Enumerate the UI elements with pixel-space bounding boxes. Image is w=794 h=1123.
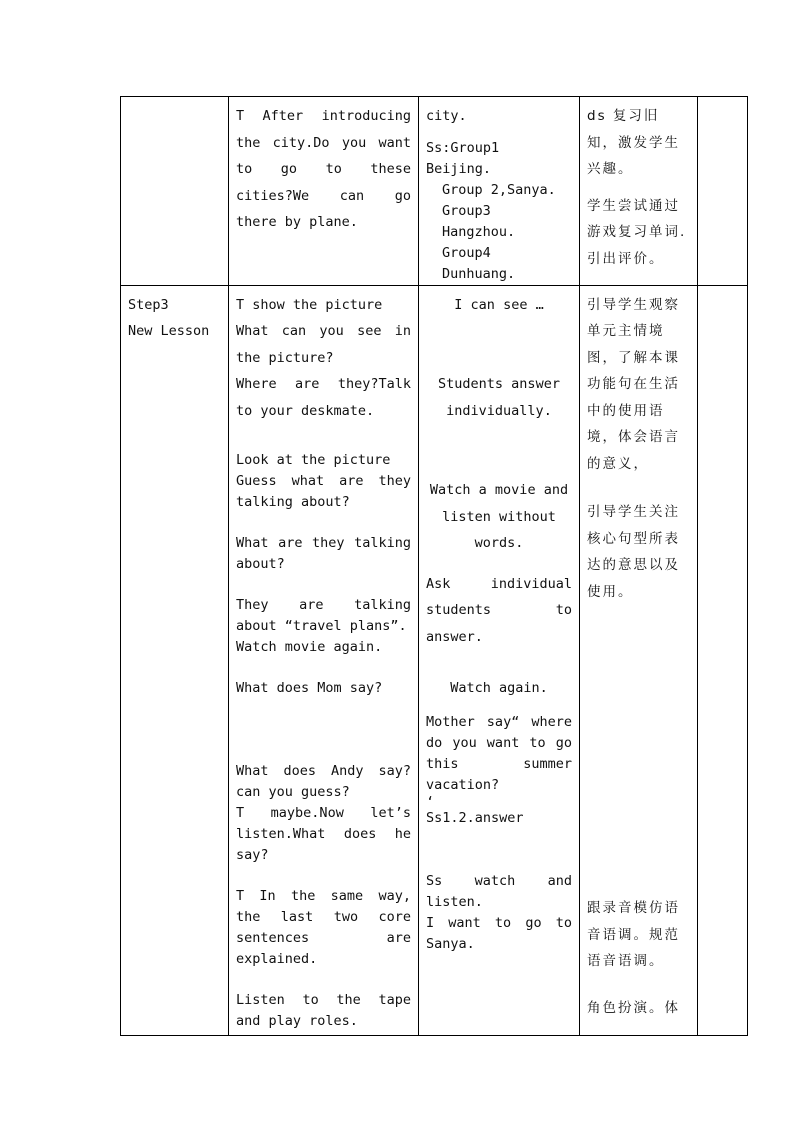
teacher-text: T After introducing the city.Do you want to go to these cities?We can go there by plane. (236, 108, 411, 230)
table-row (121, 285, 748, 1035)
purpose-cell (580, 285, 698, 1035)
purpose-text: ds 复习旧知，激发学生兴趣。 (587, 108, 680, 177)
notes-cell (698, 97, 748, 286)
student-activity-cell (419, 97, 580, 286)
teacher-text: Look at the picture (236, 452, 391, 468)
student-text: Ss1.2.answer (426, 809, 524, 826)
group-line: Ss:Group1 Beijing. (426, 139, 500, 177)
table-row (121, 97, 748, 286)
student-text: I want to go to Sanya. (426, 914, 572, 952)
purpose-cell (580, 97, 698, 286)
purpose-text: 引导学生关注核心句型所表达的意思以及使用。 (587, 504, 680, 600)
teacher-text: Guess what are they talking about? (236, 473, 411, 510)
teacher-text: T show the picture (236, 296, 383, 313)
group-line: Group 2,Sanya. (442, 181, 556, 198)
step-label: Step3 (128, 296, 169, 313)
stage-label: New Lesson (128, 323, 210, 339)
student-text: I can see … (454, 296, 544, 313)
student-text: Ss watch and listen. (426, 872, 572, 910)
student-text: Watch a movie and listen without words. (429, 482, 569, 551)
teacher-activity-cell (229, 97, 419, 286)
teacher-text: What can you see in the picture? (236, 323, 411, 366)
purpose-text: 角色扮演。体 (587, 999, 680, 1016)
step-cell (121, 285, 229, 1035)
teacher-text: T In the same way, the last two core sentences are explained. (236, 888, 411, 967)
notes-cell (698, 285, 748, 1035)
student-text: ‘ (426, 793, 435, 810)
student-text: Watch again. (450, 680, 548, 696)
teacher-text: What does Mom say? (236, 680, 383, 696)
lesson-plan-table (120, 96, 748, 1036)
group-line: Group3 Hangzhou. (442, 202, 516, 240)
student-activity-cell (419, 285, 580, 1035)
group-line: Group4 Dunhuang. (442, 244, 516, 282)
teacher-text: Watch movie again. (236, 639, 383, 655)
teacher-text: What does Andy say?can you guess? (236, 763, 411, 800)
student-text: Students answer individually. (438, 376, 560, 419)
purpose-text: 学生尝试通过游戏复习单词.引出评价。 (587, 197, 687, 267)
teacher-text: Where are they?Talk to your deskmate. (236, 376, 411, 419)
teacher-text: Listen to the tape and play roles. (236, 992, 411, 1029)
teacher-text: T maybe.Now let’s listen.What does he say? (236, 805, 411, 863)
purpose-text: 引导学生观察单元主情境图，了解本课功能句在生活中的使用语境，体会语言的意义， (587, 296, 680, 472)
student-text: Mother say“ where do you want to go this summer vacation? (426, 713, 572, 793)
teacher-activity-cell (229, 285, 419, 1035)
step-cell (121, 97, 229, 286)
student-text: Ask individual students to answer. (426, 575, 572, 645)
teacher-text: They are talking about “travel plans”. (236, 597, 411, 634)
teacher-text: What are they talking about? (236, 535, 411, 572)
purpose-text: 跟录音模仿语音语调。规范语音语调。 (587, 900, 680, 969)
student-text: city. (426, 108, 467, 124)
